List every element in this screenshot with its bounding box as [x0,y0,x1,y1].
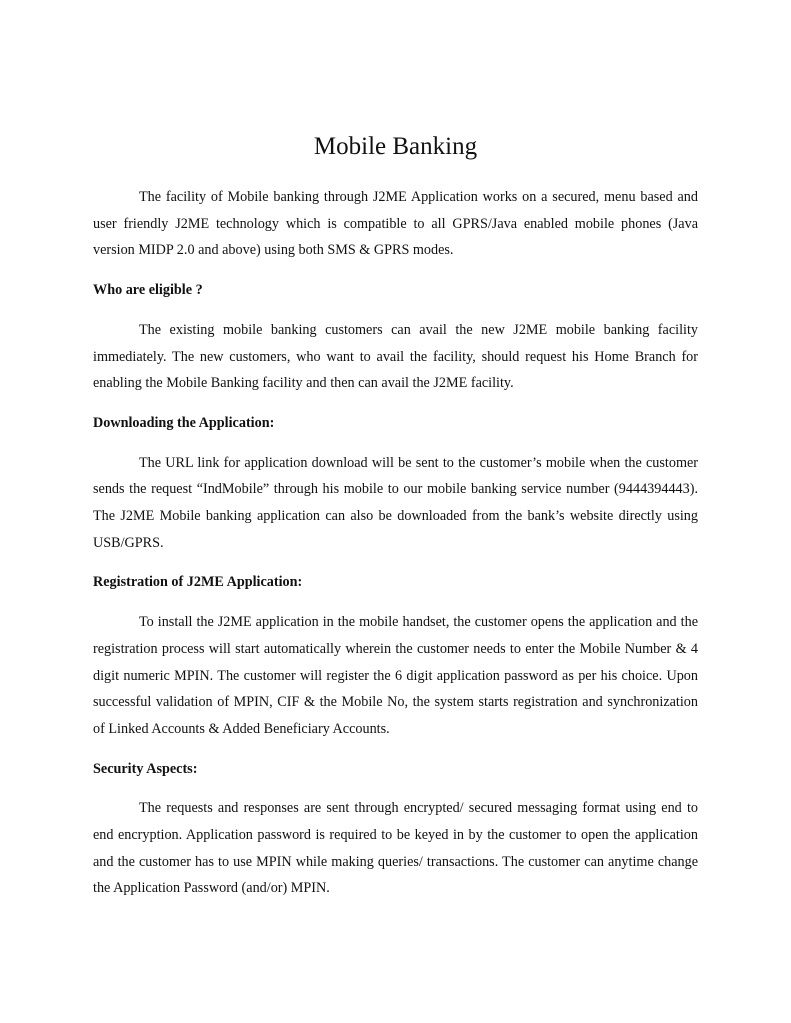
section-heading-security: Security Aspects: [93,760,198,777]
section-heading-eligibility: Who are eligible ? [93,282,203,299]
section-heading-downloading: Downloading the Application: [93,414,275,431]
document-page [93,0,698,902]
section-body-downloading: The URL link for application download will be sent to the customer’s mobile when the customer sends the request “IndMobile” through his mobile to our mobile banking service number (9444394443). The J2ME Mobile banking application can also be downloaded from the bank’s website directly using USB/GPRS. [93,454,698,551]
section-body-security: The requests and responses are sent through encrypted/ secured messaging format using end to end encryption. Application password is required to be keyed in by the customer to open the application and the customer has to use MPIN while making queries/ transactions. The customer can anytime change the Application Password (and/or) MPIN. [93,800,698,897]
intro-paragraph: The facility of Mobile banking through J2ME Application works on a secured, menu based and user friendly J2ME technology which is compatible to all GPRS/Java enabled mobile phones (Java version MIDP 2.0 and above) using both SMS & GPRS modes. [93,189,698,259]
section-body-registration: To install the J2ME application in the mobile handset, the customer opens the application and the registration process will start automatically wherein the customer needs to enter the Mobile Number & 4 digit numeric MPIN. The customer will register the 6 digit application password as per his choice. Upon successful validation of MPIN, CIF & the Mobile No, the system starts registration and synchronization of Linked Accounts & Added Beneficiary Accounts. [93,614,698,737]
section-body-eligibility: The existing mobile banking customers can avail the new J2ME mobile banking facility immediately. The new customers, who want to avail the facility, should request his Home Branch for enabling the Mobile Banking facility and then can avail the J2ME facility. [93,321,698,392]
page-title: Mobile Banking [313,133,478,160]
section-heading-registration: Registration of J2ME Application: [93,574,303,591]
